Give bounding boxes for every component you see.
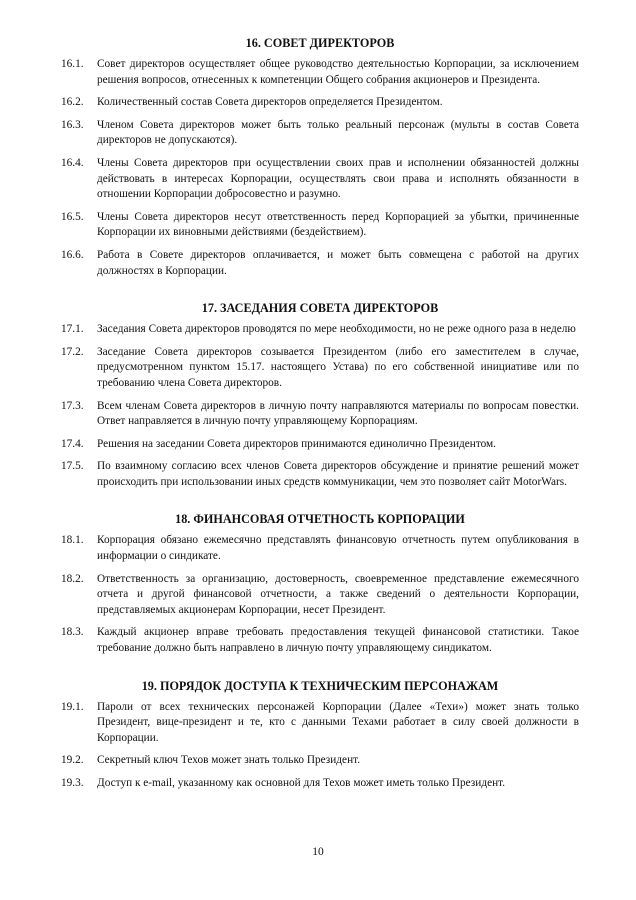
clause-number: 18.3. xyxy=(61,626,84,639)
clause-text: Совет директоров осуществляет общее руководство деятельностью Корпорации, за исключением решения вопросов, отнесенных к компетенции Общего собрания акционеров и Президента. xyxy=(97,58,579,86)
page-number: 10 xyxy=(312,846,324,858)
clause-text: Работа в Совете директоров оплачивается, и может быть совмещена с работой на других должностях в Корпорации. xyxy=(97,248,579,277)
clause-17-3 xyxy=(61,399,579,430)
clause-text: Заседание Совета директоров созывается Президентом (либо его заместителем в случае, предусмотренном пунктом 15.17. настоящего Устава) по его собственной инициативе или по требованию члена Совета директоров. xyxy=(97,345,579,389)
clause-number: 19.3. xyxy=(61,777,84,789)
clause-16-4 xyxy=(61,156,579,203)
clause-number: 17.3. xyxy=(61,399,84,412)
clause-16-6 xyxy=(61,248,579,279)
clause-text: Количественный состав Совета директоров определяется Президентом. xyxy=(97,96,443,109)
clause-text: Членом Совета директоров может быть только реальный персонаж (мульты в состав Совета директоров не допускаются). xyxy=(97,118,579,147)
clause-19-3 xyxy=(61,776,579,792)
page-content xyxy=(61,35,579,813)
section-title: 19. ПОРЯДОК ДОСТУПА К ТЕХНИЧЕСКИМ ПЕРСОНАЖАМ xyxy=(141,678,499,693)
clause-18-2 xyxy=(61,572,579,619)
clause-17-2 xyxy=(61,345,579,392)
clause-number: 16.2. xyxy=(61,96,84,109)
clause-18-3 xyxy=(61,625,579,656)
section-17 xyxy=(61,300,579,490)
clause-number: 16.6. xyxy=(61,248,84,261)
clause-19-2 xyxy=(61,753,579,769)
clause-number: 19.2. xyxy=(61,754,84,767)
clause-text: Пароли от всех технических персонажей Корпорации (Далее «Техи») может знать только Президент, вице-президент и те, кто с данными Техами работает в силу своей должности в Корпорации. xyxy=(97,700,579,744)
clause-number: 19.1. xyxy=(61,700,84,713)
clause-number: 18.2. xyxy=(61,572,84,585)
clause-number: 16.3. xyxy=(61,118,84,131)
clause-number: 17.4. xyxy=(61,437,84,450)
clause-number: 16.1. xyxy=(61,58,84,70)
clause-16-2 xyxy=(61,95,579,111)
clause-number: 17.5. xyxy=(61,460,84,473)
clause-text: Всем членам Совета директоров в личную почту направляются материалы по вопросам повестки. Ответ направляется в личную почту управляющему Корпорациям. xyxy=(97,399,579,428)
section-title: 17. ЗАСЕДАНИЯ СОВЕТА ДИРЕКТОРОВ xyxy=(201,301,439,316)
clause-17-4 xyxy=(61,437,579,453)
section-18 xyxy=(61,511,579,656)
clause-number: 16.5. xyxy=(61,210,84,223)
clause-text: Корпорация обязано ежемесячно представлять финансовую отчетность путем опубликования в информации о синдикате. xyxy=(97,534,579,563)
clause-text: Члены Совета директоров несут ответственность перед Корпорацией за убытки, причиненные Корпорации их виновными действиями (бездействием). xyxy=(97,210,579,239)
clause-18-1 xyxy=(61,533,579,564)
clause-text: Доступ к e-mail, указанному как основной для Техов может иметь только Президент. xyxy=(97,777,506,789)
clause-16-3 xyxy=(61,118,579,149)
clause-16-1 xyxy=(61,57,579,88)
section-19 xyxy=(61,678,579,792)
section-title: 18. ФИНАНСОВАЯ ОТЧЕТНОСТЬ КОРПОРАЦИИ xyxy=(175,512,465,527)
clause-text: По взаимному согласию всех членов Совета директоров обсуждение и принятие решений может происходить при использовании иных средств коммуникации, чем это позволяет сайт MotorWars. xyxy=(97,460,579,488)
clause-text: Ответственность за организацию, достоверность, своевременное представление ежемесячного отчета и другой финансовой отчетности, а также сведений о деятельности Корпорации, представляемых акционерам Корпорации, несет Президент. xyxy=(97,572,579,616)
clause-text: Каждый акционер вправе требовать предоставления текущей финансовой статистики. Такое требование должно быть направлено в личную почту управляющему синдикатом. xyxy=(97,626,579,655)
clause-17-1 xyxy=(61,322,579,338)
clause-text: Члены Совета директоров при осуществлении своих прав и исполнении обязанностей должны действовать в интересах Корпорации, осуществлять свои права и исполнять обязанности в отношении Корпорации добросовестно и разумно. xyxy=(97,156,579,201)
clause-19-1 xyxy=(61,700,579,747)
clause-text: Секретный ключ Техов может знать только Президент. xyxy=(97,754,361,767)
clause-text: Заседания Совета директоров проводятся по мере необходимости, но не реже одного раза в неделю xyxy=(97,323,576,336)
section-title: 16. СОВЕТ ДИРЕКТОРОВ xyxy=(245,36,395,50)
clause-text: Решения на заседании Совета директоров принимаются единолично Президентом. xyxy=(97,437,497,450)
clause-number: 18.1. xyxy=(61,534,84,547)
clause-number: 17.1. xyxy=(61,323,84,336)
clause-number: 16.4. xyxy=(61,156,84,169)
clause-16-5 xyxy=(61,210,579,241)
clause-number: 17.2. xyxy=(61,345,84,358)
clause-17-5 xyxy=(61,459,579,490)
section-16 xyxy=(61,35,579,279)
